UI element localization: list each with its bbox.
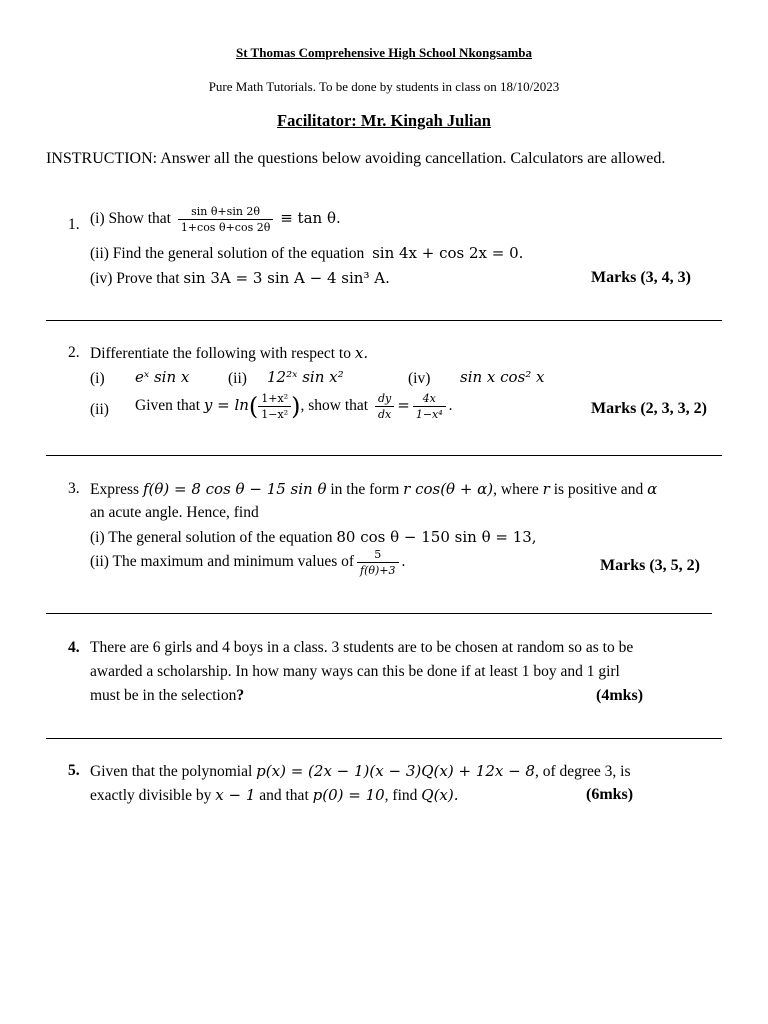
q3-l1-r: r [542,480,550,498]
q3-l1-function: f(θ) = 8 cos θ − 15 sin θ [142,480,327,498]
q3-l3-math: 80 cos θ − 150 sin θ = 13, [336,528,537,546]
divider-2 [46,455,722,456]
q2-row-1-expr-ii: 12²ˣ sin x² [267,368,344,386]
q4-l3-text: must be in the selection [90,687,237,704]
divider-4 [46,738,722,739]
q1-part-i [90,205,341,234]
q1-part-ii-label: (ii) Find the general solution of the equation [90,245,365,262]
q3-l1-text-4: is positive and [553,481,644,498]
q5-l2-condition: p(0) = 10 [312,786,385,804]
q5-line-1 [90,762,631,781]
q4-line-2: awarded a scholarship. In how many ways can this be done if at least 1 boy and 1 girl [90,663,620,680]
q3-l1-form: r cos(θ + α) [403,480,494,498]
q5-l2-text-3: , find [384,787,418,804]
q2-row-2-text-1: Given that [135,397,200,415]
q1-fraction [178,205,274,234]
q3-number: 3. [68,480,80,497]
q3-line-3 [90,528,537,547]
school-name: St Thomas Comprehensive High School Nkongsamba [235,45,533,60]
q2-marks: Marks (2, 3, 3, 2) [591,400,707,417]
q3-l1-alpha: α [647,480,658,498]
q1-marks: Marks (3, 4, 3) [591,269,691,286]
q2-derivative-denominator: dx [375,406,394,421]
q2-row-1-expr-i: eˣ sin x [135,368,190,386]
q2-ln-numerator: 1+x² [261,392,289,405]
q2-stem [90,344,368,363]
q2-rhs-fraction [413,392,446,421]
q2-row-2-lhs: y = ln [203,396,249,415]
right-paren-icon: ) [291,392,301,421]
q4-l3-question-mark: ? [236,687,245,704]
q2-stem-var: x. [354,344,369,362]
divider-1 [46,320,722,321]
q2-derivative-fraction [375,392,394,421]
q2-equals: = [397,396,410,415]
subtitle: Pure Math Tutorials. To be done by students in class on 18/10/2023 [208,79,560,94]
divider-3 [46,613,712,614]
q5-line-2 [90,786,459,805]
q3-l3-text: (i) The general solution of the equation [90,529,333,546]
q4-line-1: There are 6 girls and 4 boys in a class. 3 students are to be chosen at random so as to be [90,639,634,656]
left-paren-icon: ( [248,392,259,421]
q2-stem-text: Differentiate the following with respect to [90,345,351,362]
q1-fraction-denominator: 1+cos θ+cos 2θ [178,219,274,234]
q4-number: 4. [68,639,80,656]
q3-l1-text-2: in the form [330,481,400,498]
q1-part-iv [90,269,390,288]
q1-part-iv-math: sin 3A = 3 sin A − 4 sin³ A. [183,269,390,287]
q2-ln-denominator: 1−x² [258,406,291,421]
q2-rhs-numerator: 4x [422,392,436,405]
q2-row-2-text-2: , show that [300,397,369,415]
q4-line-3 [90,687,244,705]
q2-row-1-label-iv: (iv) [408,370,431,387]
q5-l1-polynomial: p(x) = (2x − 1)(x − 3)Q(x) + 12x − 8 [256,762,535,780]
q3-line-2: an acute angle. Hence, find [90,504,259,521]
q3-marks: Marks (3, 5, 2) [600,557,700,574]
q2-row-1-label-i: (i) [90,370,105,387]
q2-row-1-label-ii: (ii) [228,370,247,387]
q5-l2-text-1: exactly divisible by [90,787,212,804]
q3-l4-numerator: 5 [374,548,382,561]
q2-row-2: Given that y = ln( $\frac{\text{1+x²}}{\text{1−x²}}$ ), show that $\frac{dy}{dx}$ = $\frac{4x}{\text{1−x⁴}}$ . [135,392,453,421]
facilitator: Facilitator: Mr. Kingah Julian [277,111,491,130]
q5-marks: (6mks) [586,786,634,803]
q3-l4-denominator: f(θ)+3 [357,562,399,577]
q2-ln-fraction [258,392,291,421]
q5-l2-text-2: and that [259,787,309,804]
q5-l2-target: Q(x). [421,786,459,804]
q5-l1-text-1: Given that the polynomial [90,763,253,780]
q2-row-2-label: (ii) [90,401,109,418]
q1-part-iv-label: (iv) Prove that [90,270,180,287]
q5-l2-divisor: x − 1 [215,786,256,804]
q5-l1-text-2: , of degree 3, is [534,763,631,780]
q2-number: 2. [68,344,80,361]
q3-line-4: (ii) The maximum and minimum values of $\frac{5}{f(\theta)+3}$ . [90,548,406,577]
q2-rhs-denominator: 1−x⁴ [413,406,446,421]
q2-row-1-expr-iv: sin x cos² x [460,368,545,386]
q1-rhs: ≡ tan θ. [280,209,341,228]
q1-number: 1. [68,216,80,233]
q5-number: 5. [68,762,80,779]
q3-l4-fraction [357,548,399,577]
q3-l1-text-3: , where [493,481,539,498]
q3-l1-text-1: Express [90,481,140,498]
q4-marks: (4mks) [596,687,644,704]
q1-fraction-numerator: sin θ+sin 2θ [191,205,261,218]
q1-part-ii-math: sin 4x + cos 2x = 0. [372,244,524,262]
q2-derivative-numerator: dy [377,392,392,405]
instruction: INSTRUCTION: Answer all the questions below avoiding cancellation. Calculators are allowed. [46,150,666,167]
q3-l4-text: (ii) The maximum and minimum values of [90,553,355,571]
q1-part-i-label: (i) Show that [90,210,171,228]
q3-line-1 [90,480,657,499]
q1-part-ii [90,244,523,263]
